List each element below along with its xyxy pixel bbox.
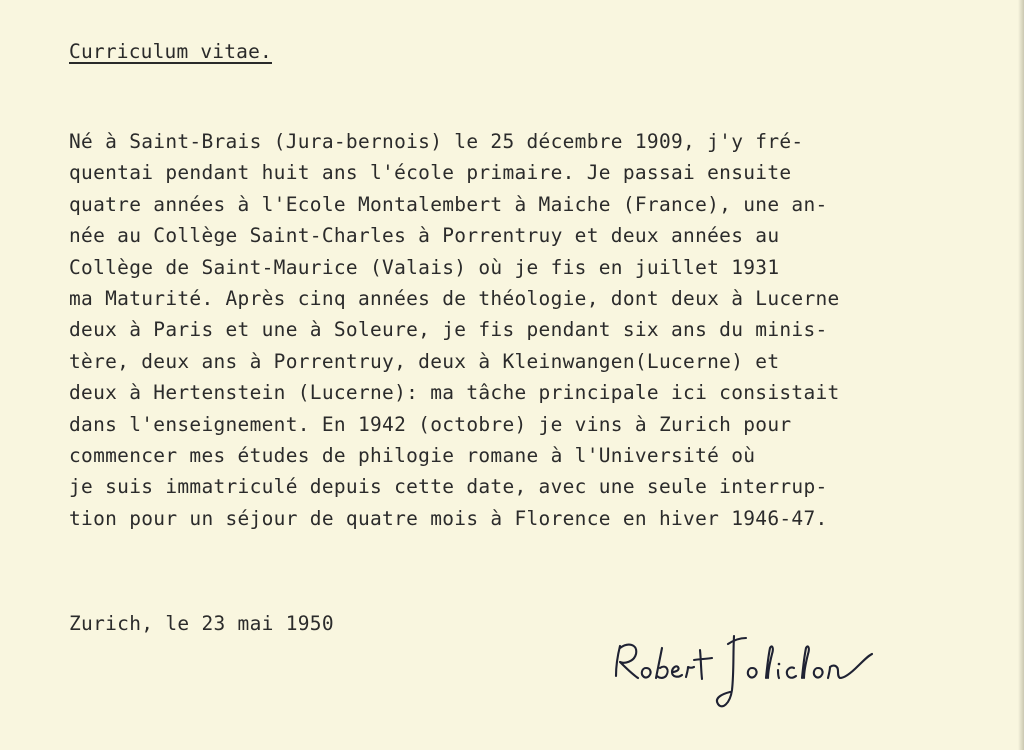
text-line-8: tère, deux ans à Porrentruy, deux à Kleinwangen(Lucerne) et xyxy=(69,349,780,373)
text-line-9: deux à Hertenstein (Lucerne): ma tâche principale ici consistait xyxy=(69,381,840,405)
text-line-3: quatre années à l'Ecole Montalembert à Maiche (France), une an- xyxy=(69,192,828,216)
place-date-line: Zurich, le 23 mai 1950 xyxy=(69,612,334,635)
text-line-13: tion pour un séjour de quatre mois à Florence en hiver 1946-47. xyxy=(69,506,828,530)
text-line-6: ma Maturité. Après cinq années de théologie, dont deux à Lucerne xyxy=(69,286,840,310)
text-line-10: dans l'enseignement. En 1942 (octobre) je vins à Zurich pour xyxy=(69,412,792,436)
body-text xyxy=(69,126,840,534)
text-line-4: née au Collège Saint-Charles à Porrentruy et deux années au xyxy=(69,224,780,248)
text-line-7: deux à Paris et une à Soleure, je fis pendant six ans du minis- xyxy=(69,318,828,342)
document-title: Curriculum vitae. xyxy=(69,40,272,63)
text-line-5: Collège de Saint-Maurice (Valais) où je fis en juillet 1931 xyxy=(69,255,780,279)
text-line-2: quentai pendant huit ans l'école primaire. Je passai ensuite xyxy=(69,161,792,185)
text-line-12: je suis immatriculé depuis cette date, avec une seule interrup- xyxy=(69,475,828,499)
handwritten-signature xyxy=(606,624,878,720)
text-line-11: commencer mes études de philogie romane à l'Université où xyxy=(69,443,756,467)
text-line-1: Né à Saint-Brais (Jura-bernois) le 25 décembre 1909, j'y fré- xyxy=(69,130,804,153)
